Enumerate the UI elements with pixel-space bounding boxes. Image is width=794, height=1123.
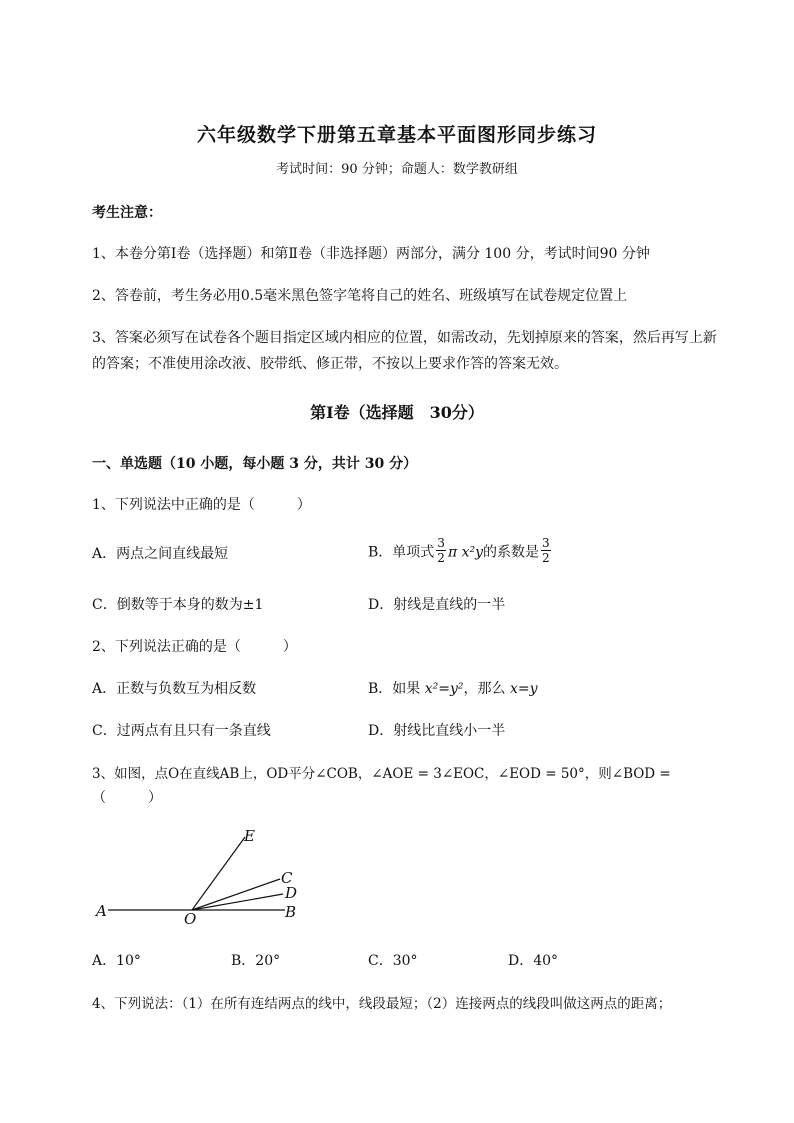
- q2-option-c: C．过两点有且只有一条直线: [92, 723, 271, 739]
- notice-heading: 考生注意：: [92, 205, 162, 221]
- q1-b-fraction: [436, 536, 446, 565]
- q1-option-b: [368, 538, 553, 567]
- q4-stem: 4、下列说法：（1）在所有连结两点的线中，线段最短；（2）连接两点的线段叫做这两点的距离；: [92, 996, 672, 1012]
- q3-stem: 3、如图，点O在直线AB上，OD平分∠COB，∠AOE = 3∠EOC，∠EOD = 50°，则∠BOD =: [92, 766, 671, 782]
- ray-oe: [192, 837, 245, 910]
- notice-item-1: 1、本卷分第Ⅰ卷（选择题）和第Ⅱ卷（非选择题）两部分，满分 100 分，考试时间90 分钟: [92, 246, 650, 262]
- exam-info: 考试时间：90 分钟；命题人：数学教研组: [276, 162, 518, 177]
- q2-b-prefix: B．如果: [368, 681, 425, 697]
- q2-b-math2: x=y: [509, 681, 538, 697]
- q1-b-frac2-den: 2: [542, 551, 550, 565]
- notice-item-3: 3、答案必须写在试卷各个题目指定区域内相应的位置，如需改动，先划掉原来的答案，然后再写上新: [92, 330, 717, 346]
- q2-option-d: D．射线比直线小一半: [368, 723, 506, 739]
- label-d: D: [285, 884, 298, 902]
- q3-option-c: C．30°: [368, 953, 418, 969]
- q3-geometry-figure: [90, 822, 320, 932]
- section-title: 第Ⅰ卷（选择题 30分）: [310, 403, 484, 422]
- notice-item-2: 2、答卷前，考生务必用0.5毫米黑色签字笔将自己的姓名、班级填写在试卷规定位置上: [92, 288, 628, 304]
- ray-oc: [192, 879, 280, 910]
- q1-b-term: π x²y: [447, 544, 484, 561]
- notice-item-3-cont: 的答案；不准使用涂改液、胶带纸、修正带，不按以上要求作答的答案无效。: [92, 356, 568, 372]
- q1-b-frac-num: 3: [437, 536, 445, 550]
- q1-option-c: C．倒数等于本身的数为±1: [92, 597, 264, 613]
- part-heading: 一、单选题（10 小题，每小题 3 分，共计 30 分）: [92, 456, 418, 472]
- label-a: A: [96, 902, 107, 920]
- q2-stem: 2、下列说法正确的是（ ）: [92, 639, 297, 655]
- q3-option-a: A．10°: [92, 953, 141, 969]
- q1-b-frac2-num: 3: [542, 536, 550, 550]
- q1-b-frac-den: 2: [437, 551, 445, 565]
- q1-b-middle: 的系数是: [483, 544, 540, 561]
- label-b: B: [285, 903, 297, 921]
- label-e: E: [244, 827, 255, 845]
- q2-option-a: A．正数与负数互为相反数: [92, 681, 257, 697]
- q3-option-b: B．20°: [231, 953, 281, 969]
- q2-option-b: [368, 678, 538, 698]
- q2-b-middle: ，那么: [463, 681, 510, 697]
- q1-b-fraction-2: [541, 536, 551, 565]
- q1-b-prefix: B．单项式: [368, 544, 435, 561]
- q3-option-d: D．40°: [508, 953, 559, 969]
- q1-option-a: A．两点之间直线最短: [92, 546, 229, 562]
- page-title: 六年级数学下册第五章基本平面图形同步练习: [196, 124, 597, 146]
- label-c: C: [281, 869, 293, 887]
- q1-option-d: D．射线是直线的一半: [368, 597, 506, 613]
- q2-b-math1: x²=y²: [424, 681, 464, 697]
- q3-stem-cont: （ ）: [92, 790, 162, 806]
- q1-stem: 1、下列说法中正确的是（ ）: [92, 497, 311, 513]
- label-o: O: [184, 910, 197, 928]
- ray-od: [192, 894, 283, 910]
